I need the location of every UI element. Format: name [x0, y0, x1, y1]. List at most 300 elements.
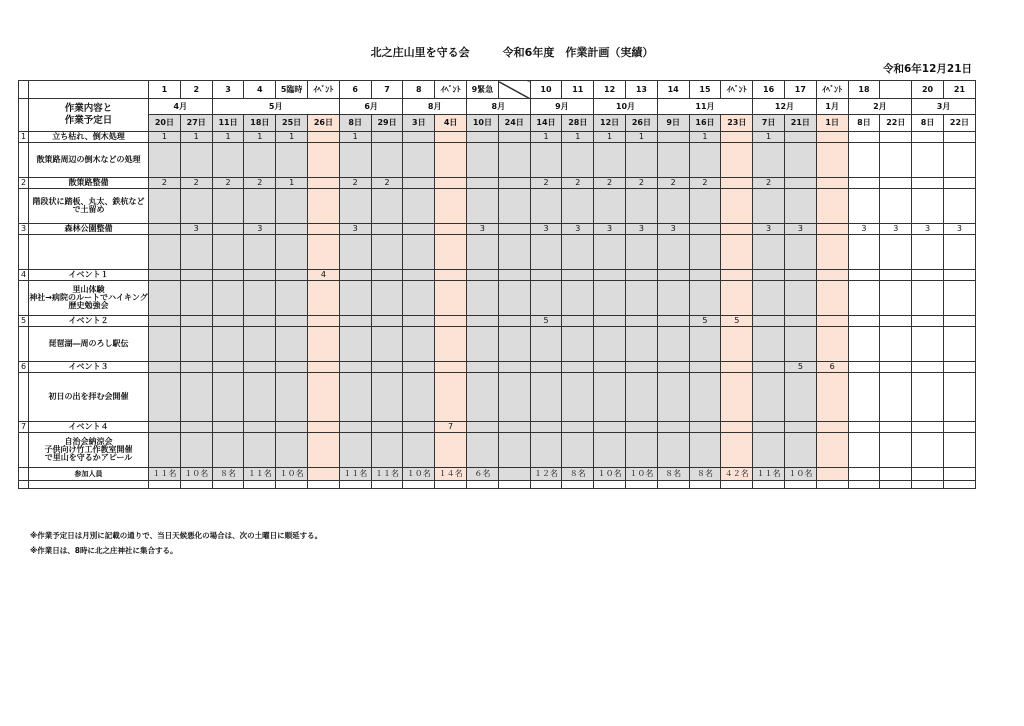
task-detail-cell [403, 373, 435, 422]
participant-count [816, 468, 848, 481]
task-detail-cell [753, 189, 785, 224]
seq-header: 10 [530, 81, 562, 99]
task-count-cell [594, 362, 626, 373]
task-detail-cell [912, 327, 944, 362]
task-count-cell: 7 [435, 422, 467, 433]
blank-cell [435, 481, 467, 489]
task-detail-cell [498, 281, 530, 316]
task-detail-cell [149, 189, 181, 224]
task-detail-cell [212, 327, 244, 362]
month-header: 10月 [594, 99, 658, 115]
task-count-cell [403, 178, 435, 189]
task-description: 琵琶湖―周のろし駅伝 [29, 327, 149, 362]
task-count-cell [339, 422, 371, 433]
task-description: 里山体験 神社→病院のルートでハイキング 歴史勉強会 [29, 281, 149, 316]
blank-cell [212, 481, 244, 489]
task-count-cell [816, 178, 848, 189]
seq-header [880, 81, 912, 99]
blank-cell [339, 481, 371, 489]
task-detail-cell [212, 433, 244, 468]
task-count-cell [530, 422, 562, 433]
task-detail-cell [276, 327, 308, 362]
task-count-cell [244, 316, 276, 327]
blank-cell [180, 481, 212, 489]
task-detail-cell [467, 281, 499, 316]
task-description: 散策路周辺の倒木などの処理 [29, 143, 149, 178]
task-detail-cell [784, 143, 816, 178]
task-detail-cell [689, 373, 721, 422]
task-detail-cell [912, 143, 944, 178]
participant-count: ８名 [657, 468, 689, 481]
task-detail-cell [276, 433, 308, 468]
task-detail-cell [816, 373, 848, 422]
task-detail-cell [180, 189, 212, 224]
task-detail-cell [943, 189, 975, 224]
day-header: 11日 [212, 115, 244, 132]
task-count-cell [816, 224, 848, 235]
blank-cell [308, 481, 340, 489]
task-count-cell [530, 270, 562, 281]
task-detail-cell [467, 433, 499, 468]
task-count-cell: 2 [753, 178, 785, 189]
task-detail-cell [562, 143, 594, 178]
task-detail-cell [276, 143, 308, 178]
day-header: 29日 [371, 115, 403, 132]
task-detail-cell [784, 327, 816, 362]
task-detail-cell [816, 281, 848, 316]
task-count-cell [467, 178, 499, 189]
task-detail-cell [880, 327, 912, 362]
task-detail-cell [689, 433, 721, 468]
task-count-cell: 2 [625, 178, 657, 189]
seq-header: 2 [180, 81, 212, 99]
participants-label: 参加人員 [29, 468, 149, 481]
blank-cell [943, 481, 975, 489]
seq-header: ｲﾍﾞﾝﾄ [308, 81, 340, 99]
task-detail-cell [467, 235, 499, 270]
task-description: 自治会納涼会 子供向け竹工作教室開催 で里山を守るかアピール [29, 433, 149, 468]
task-count-cell [594, 270, 626, 281]
task-detail-cell [784, 281, 816, 316]
task-detail-cell [816, 189, 848, 224]
task-detail-cell [594, 327, 626, 362]
day-header: 22日 [943, 115, 975, 132]
task-count-cell: 3 [530, 224, 562, 235]
task-count-cell [721, 178, 753, 189]
task-detail-cell [149, 235, 181, 270]
blank-cell [657, 481, 689, 489]
task-detail-cell [276, 235, 308, 270]
task-count-cell [784, 316, 816, 327]
task-count-cell: 2 [244, 178, 276, 189]
task-count-cell [912, 422, 944, 433]
task-count-cell [467, 316, 499, 327]
participant-count [308, 468, 340, 481]
day-header: 16日 [689, 115, 721, 132]
task-count-cell [657, 270, 689, 281]
corner-cell [29, 81, 149, 99]
task-count-cell [244, 362, 276, 373]
task-number-spacer [19, 189, 29, 224]
task-detail-cell [816, 143, 848, 178]
task-detail-cell [657, 373, 689, 422]
blank-cell [689, 481, 721, 489]
task-count-cell [562, 316, 594, 327]
task-count-cell [435, 316, 467, 327]
task-detail-cell [276, 373, 308, 422]
report-date: 令和6年12月21日 [882, 63, 972, 75]
task-detail-cell [308, 235, 340, 270]
participant-count: １１名 [339, 468, 371, 481]
blank-cell [594, 481, 626, 489]
note-line-1: ※作業予定日は月別に記載の通りで、当日天候悪化の場合は、次の土曜日に順延する。 [30, 531, 323, 540]
task-detail-cell [625, 373, 657, 422]
task-count-cell: 3 [848, 224, 880, 235]
seq-header: 8 [403, 81, 435, 99]
task-count-cell: 3 [625, 224, 657, 235]
task-detail-cell [753, 143, 785, 178]
task-count-cell: 1 [689, 132, 721, 143]
task-detail-cell [689, 143, 721, 178]
seq-header: 12 [594, 81, 626, 99]
seq-header: 20 [912, 81, 944, 99]
task-count-cell [530, 362, 562, 373]
task-detail-cell [435, 189, 467, 224]
task-count-cell [308, 178, 340, 189]
task-count-cell [244, 270, 276, 281]
task-count-cell: 3 [753, 224, 785, 235]
task-count-cell [689, 224, 721, 235]
task-number: 2 [19, 178, 29, 189]
task-label: 森林公園整備 [29, 224, 149, 235]
day-header: 8日 [339, 115, 371, 132]
task-count-cell [498, 362, 530, 373]
task-detail-cell [530, 433, 562, 468]
task-detail-cell [753, 235, 785, 270]
task-count-cell [816, 422, 848, 433]
seq-header: 11 [562, 81, 594, 99]
task-count-cell: 2 [594, 178, 626, 189]
task-detail-cell [371, 189, 403, 224]
month-header: 12月 [753, 99, 817, 115]
task-count-cell: 3 [244, 224, 276, 235]
task-detail-cell [721, 373, 753, 422]
task-detail-cell [848, 235, 880, 270]
participant-count: １０名 [594, 468, 626, 481]
task-count-cell [689, 362, 721, 373]
task-detail-cell [435, 433, 467, 468]
day-header: 9日 [657, 115, 689, 132]
task-detail-cell [308, 373, 340, 422]
task-detail-cell [594, 433, 626, 468]
month-header: 8月 [403, 99, 467, 115]
seq-header: 3 [212, 81, 244, 99]
blank-cell [721, 481, 753, 489]
participant-count: １０名 [784, 468, 816, 481]
task-count-cell: 1 [276, 132, 308, 143]
task-detail-cell [180, 433, 212, 468]
task-detail-cell [403, 143, 435, 178]
participants-spacer [19, 468, 29, 481]
task-count-cell: 5 [530, 316, 562, 327]
participant-count: １２名 [530, 468, 562, 481]
month-header: 5月 [212, 99, 339, 115]
participant-count [943, 468, 975, 481]
task-count-cell [467, 132, 499, 143]
task-count-cell [371, 316, 403, 327]
task-count-cell [212, 270, 244, 281]
task-detail-cell [912, 235, 944, 270]
task-detail-cell [403, 327, 435, 362]
task-count-cell [562, 362, 594, 373]
seq-header [498, 81, 530, 99]
task-count-cell: 1 [212, 132, 244, 143]
task-detail-cell [912, 189, 944, 224]
task-detail-cell [848, 433, 880, 468]
task-count-cell [753, 270, 785, 281]
task-detail-cell [625, 235, 657, 270]
task-count-cell: 1 [149, 132, 181, 143]
task-detail-cell [212, 373, 244, 422]
task-detail-cell [721, 189, 753, 224]
task-count-cell [244, 422, 276, 433]
task-detail-cell [467, 189, 499, 224]
task-count-cell [435, 270, 467, 281]
blank-cell [816, 481, 848, 489]
task-count-cell [816, 270, 848, 281]
task-number: 5 [19, 316, 29, 327]
task-detail-cell [848, 189, 880, 224]
task-count-cell [657, 422, 689, 433]
task-detail-cell [371, 281, 403, 316]
task-count-cell: 2 [339, 178, 371, 189]
day-header: 26日 [625, 115, 657, 132]
task-count-cell: 4 [308, 270, 340, 281]
task-detail-cell [689, 189, 721, 224]
task-detail-cell [530, 235, 562, 270]
task-detail-cell [880, 235, 912, 270]
task-detail-cell [276, 281, 308, 316]
task-detail-cell [212, 143, 244, 178]
day-header: 22日 [880, 115, 912, 132]
task-count-cell [753, 362, 785, 373]
blank-cell [19, 481, 29, 489]
task-count-cell [371, 422, 403, 433]
seq-header: 4 [244, 81, 276, 99]
seq-header: 15 [689, 81, 721, 99]
task-count-cell [753, 316, 785, 327]
participant-count: １１名 [753, 468, 785, 481]
task-count-cell [149, 422, 181, 433]
task-count-cell [180, 362, 212, 373]
blank-cell [149, 481, 181, 489]
task-detail-cell [594, 281, 626, 316]
day-header: 8日 [848, 115, 880, 132]
task-count-cell [308, 362, 340, 373]
task-header-label: 作業内容と 作業予定日 [29, 99, 149, 132]
task-count-cell [912, 316, 944, 327]
task-description [29, 235, 149, 270]
day-header: 3日 [403, 115, 435, 132]
task-count-cell [498, 132, 530, 143]
task-detail-cell [530, 373, 562, 422]
task-detail-cell [943, 143, 975, 178]
blank-cell [784, 481, 816, 489]
task-number-spacer [19, 373, 29, 422]
task-count-cell [180, 316, 212, 327]
participant-count: ８名 [689, 468, 721, 481]
task-detail-cell [403, 281, 435, 316]
task-count-cell [276, 224, 308, 235]
task-detail-cell [435, 143, 467, 178]
month-header: 2月 [848, 99, 912, 115]
blank-cell [244, 481, 276, 489]
task-detail-cell [943, 235, 975, 270]
month-header: 3月 [912, 99, 976, 115]
month-header: 8月 [467, 99, 531, 115]
task-number: 7 [19, 422, 29, 433]
task-count-cell [180, 270, 212, 281]
task-detail-cell [403, 189, 435, 224]
task-count-cell [212, 224, 244, 235]
task-detail-cell [498, 235, 530, 270]
task-detail-cell [594, 235, 626, 270]
task-count-cell: 5 [689, 316, 721, 327]
task-number: 1 [19, 132, 29, 143]
seq-header: 17 [784, 81, 816, 99]
task-detail-cell [149, 327, 181, 362]
task-detail-cell [180, 373, 212, 422]
task-count-cell [276, 270, 308, 281]
task-detail-cell [943, 327, 975, 362]
task-detail-cell [371, 373, 403, 422]
task-count-cell [848, 316, 880, 327]
task-count-cell: 1 [562, 132, 594, 143]
task-count-cell [943, 422, 975, 433]
task-detail-cell [784, 235, 816, 270]
day-header: 14日 [530, 115, 562, 132]
task-detail-cell [625, 189, 657, 224]
task-detail-cell [689, 281, 721, 316]
task-detail-cell [498, 143, 530, 178]
seq-header: 21 [943, 81, 975, 99]
task-detail-cell [943, 433, 975, 468]
task-count-cell [848, 132, 880, 143]
seq-header: 14 [657, 81, 689, 99]
task-count-cell [276, 362, 308, 373]
task-count-cell [657, 132, 689, 143]
task-detail-cell [880, 433, 912, 468]
day-header: 27日 [180, 115, 212, 132]
task-count-cell: 1 [530, 132, 562, 143]
task-count-cell [943, 270, 975, 281]
task-count-cell [562, 270, 594, 281]
day-header: 21日 [784, 115, 816, 132]
task-count-cell: 1 [276, 178, 308, 189]
task-detail-cell [244, 327, 276, 362]
task-detail-cell [180, 327, 212, 362]
task-count-cell [467, 362, 499, 373]
task-count-cell [180, 422, 212, 433]
task-detail-cell [371, 327, 403, 362]
task-count-cell: 3 [657, 224, 689, 235]
task-count-cell: 2 [530, 178, 562, 189]
month-header: 1月 [816, 99, 848, 115]
task-detail-cell [435, 235, 467, 270]
task-detail-cell [594, 189, 626, 224]
task-detail-cell [276, 189, 308, 224]
task-count-cell: 5 [784, 362, 816, 373]
participant-count [912, 468, 944, 481]
task-detail-cell [657, 189, 689, 224]
task-detail-cell [244, 143, 276, 178]
task-count-cell [498, 316, 530, 327]
task-count-cell [943, 362, 975, 373]
task-count-cell [689, 270, 721, 281]
task-detail-cell [339, 235, 371, 270]
day-header: 7日 [753, 115, 785, 132]
task-count-cell [848, 422, 880, 433]
day-header: 8日 [912, 115, 944, 132]
task-detail-cell [467, 373, 499, 422]
task-detail-cell [784, 373, 816, 422]
task-count-cell [848, 270, 880, 281]
task-count-cell [212, 422, 244, 433]
day-header: 28日 [562, 115, 594, 132]
blank-cell [753, 481, 785, 489]
note-line-2: ※作業日は、8時に北之庄神社に集合する。 [30, 546, 178, 555]
blank-cell [562, 481, 594, 489]
task-count-cell [721, 422, 753, 433]
task-number: 6 [19, 362, 29, 373]
corner-cell [19, 99, 29, 132]
task-count-cell [149, 362, 181, 373]
task-count-cell [149, 316, 181, 327]
task-detail-cell [244, 189, 276, 224]
task-detail-cell [339, 281, 371, 316]
task-detail-cell [562, 235, 594, 270]
task-detail-cell [435, 373, 467, 422]
task-count-cell: 3 [467, 224, 499, 235]
task-count-cell: 3 [784, 224, 816, 235]
task-detail-cell [753, 327, 785, 362]
task-detail-cell [657, 327, 689, 362]
task-count-cell [657, 316, 689, 327]
task-detail-cell [308, 143, 340, 178]
task-detail-cell [689, 235, 721, 270]
task-count-cell: 1 [180, 132, 212, 143]
task-count-cell [880, 422, 912, 433]
task-count-cell [880, 362, 912, 373]
task-count-cell [403, 362, 435, 373]
day-header: 24日 [498, 115, 530, 132]
task-count-cell: 1 [594, 132, 626, 143]
blank-cell [498, 481, 530, 489]
task-count-cell [498, 270, 530, 281]
task-number-spacer [19, 433, 29, 468]
task-count-cell [657, 362, 689, 373]
task-detail-cell [435, 327, 467, 362]
task-count-cell: 3 [594, 224, 626, 235]
month-header: 9月 [530, 99, 594, 115]
task-number-spacer [19, 327, 29, 362]
blank-cell [29, 481, 149, 489]
task-count-cell: 3 [339, 224, 371, 235]
task-count-cell [880, 270, 912, 281]
task-detail-cell [339, 327, 371, 362]
task-detail-cell [180, 235, 212, 270]
task-count-cell: 1 [244, 132, 276, 143]
